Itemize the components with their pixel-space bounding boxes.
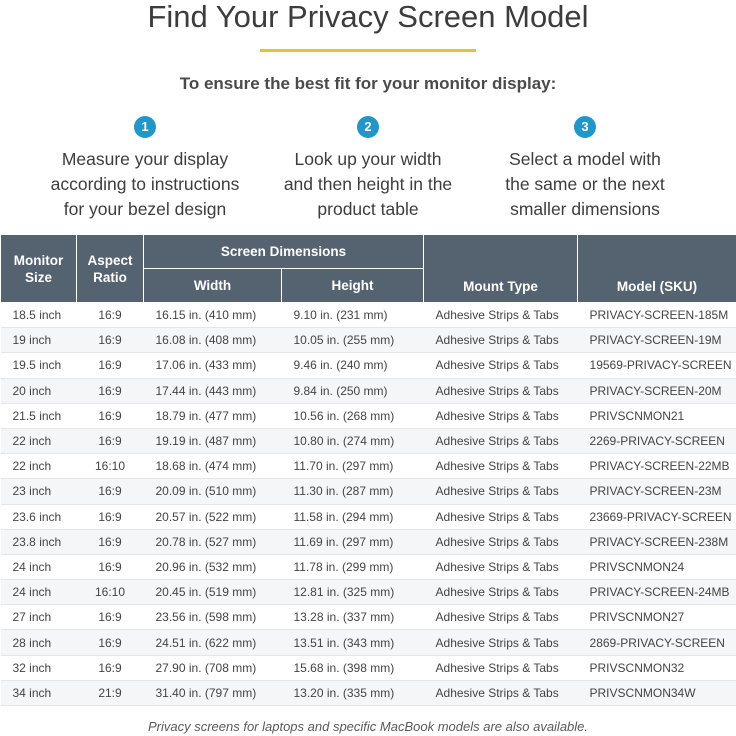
table-row bbox=[1, 479, 736, 504]
cell-mount-type: Adhesive Strips & Tabs bbox=[424, 303, 578, 328]
cell-width: 19.19 in. (487 mm) bbox=[144, 428, 282, 453]
header-width: Width bbox=[144, 269, 282, 303]
cell-monitor-size: 24 inch bbox=[1, 580, 77, 605]
page-title: Find Your Privacy Screen Model bbox=[147, 0, 589, 34]
table-row bbox=[1, 580, 736, 605]
header-monitor-size: Monitor Size bbox=[1, 235, 77, 303]
header-mount-type: Mount Type bbox=[424, 235, 578, 303]
cell-model-sku: PRIVACY-SCREEN-20M bbox=[578, 378, 736, 403]
cell-aspect-ratio: 16:9 bbox=[77, 655, 144, 680]
cell-mount-type: Adhesive Strips & Tabs bbox=[424, 630, 578, 655]
product-table bbox=[0, 234, 736, 706]
cell-model-sku: PRIVACY-SCREEN-24MB bbox=[578, 580, 736, 605]
cell-mount-type: Adhesive Strips & Tabs bbox=[424, 504, 578, 529]
cell-width: 20.57 in. (522 mm) bbox=[144, 504, 282, 529]
cell-mount-type: Adhesive Strips & Tabs bbox=[424, 353, 578, 378]
table-row bbox=[1, 504, 736, 529]
cell-model-sku: PRIVSCNMON21 bbox=[578, 403, 736, 428]
cell-monitor-size: 21.5 inch bbox=[1, 403, 77, 428]
cell-aspect-ratio: 16:9 bbox=[77, 504, 144, 529]
cell-mount-type: Adhesive Strips & Tabs bbox=[424, 655, 578, 680]
step-number-badge: 3 bbox=[574, 116, 596, 138]
cell-width: 16.15 in. (410 mm) bbox=[144, 303, 282, 328]
cell-width: 16.08 in. (408 mm) bbox=[144, 328, 282, 353]
cell-height: 11.69 in. (297 mm) bbox=[282, 529, 424, 554]
cell-width: 27.90 in. (708 mm) bbox=[144, 655, 282, 680]
cell-mount-type: Adhesive Strips & Tabs bbox=[424, 378, 578, 403]
header-height: Height bbox=[282, 269, 424, 303]
cell-height: 10.80 in. (274 mm) bbox=[282, 428, 424, 453]
table-row bbox=[1, 630, 736, 655]
cell-width: 31.40 in. (797 mm) bbox=[144, 680, 282, 705]
cell-model-sku: PRIVSCNMON32 bbox=[578, 655, 736, 680]
cell-width: 20.45 in. (519 mm) bbox=[144, 580, 282, 605]
table-row bbox=[1, 680, 736, 705]
table-body bbox=[1, 303, 736, 706]
step-number-badge: 2 bbox=[357, 116, 379, 138]
cell-aspect-ratio: 16:9 bbox=[77, 353, 144, 378]
step-text: Look up your width and then height in the product table bbox=[283, 149, 453, 219]
cell-height: 9.84 in. (250 mm) bbox=[282, 378, 424, 403]
cell-monitor-size: 22 inch bbox=[1, 428, 77, 453]
cell-model-sku: 2869-PRIVACY-SCREEN bbox=[578, 630, 736, 655]
table-row bbox=[1, 655, 736, 680]
header-model-sku: Model (SKU) bbox=[578, 235, 736, 303]
footnote: Privacy screens for laptops and specific MacBook models are also available. bbox=[147, 719, 589, 734]
cell-monitor-size: 32 inch bbox=[1, 655, 77, 680]
cell-height: 13.28 in. (337 mm) bbox=[282, 605, 424, 630]
cell-height: 12.81 in. (325 mm) bbox=[282, 580, 424, 605]
table-row bbox=[1, 529, 736, 554]
cell-mount-type: Adhesive Strips & Tabs bbox=[424, 403, 578, 428]
title-underline bbox=[260, 49, 476, 52]
cell-model-sku: PRIVSCNMON34W bbox=[578, 680, 736, 705]
cell-aspect-ratio: 16:9 bbox=[77, 479, 144, 504]
cell-monitor-size: 23 inch bbox=[1, 479, 77, 504]
cell-aspect-ratio: 16:9 bbox=[77, 630, 144, 655]
cell-model-sku: 23669-PRIVACY-SCREEN bbox=[578, 504, 736, 529]
cell-mount-type: Adhesive Strips & Tabs bbox=[424, 328, 578, 353]
cell-height: 11.70 in. (297 mm) bbox=[282, 454, 424, 479]
cell-monitor-size: 20 inch bbox=[1, 378, 77, 403]
cell-height: 13.20 in. (335 mm) bbox=[282, 680, 424, 705]
cell-monitor-size: 27 inch bbox=[1, 605, 77, 630]
cell-aspect-ratio: 16:9 bbox=[77, 605, 144, 630]
cell-model-sku: PRIVACY-SCREEN-19M bbox=[578, 328, 736, 353]
cell-aspect-ratio: 16:9 bbox=[77, 554, 144, 579]
cell-monitor-size: 18.5 inch bbox=[1, 303, 77, 328]
cell-monitor-size: 22 inch bbox=[1, 454, 77, 479]
cell-model-sku: PRIVACY-SCREEN-22MB bbox=[578, 454, 736, 479]
cell-aspect-ratio: 16:10 bbox=[77, 454, 144, 479]
cell-monitor-size: 19.5 inch bbox=[1, 353, 77, 378]
cell-mount-type: Adhesive Strips & Tabs bbox=[424, 454, 578, 479]
cell-mount-type: Adhesive Strips & Tabs bbox=[424, 605, 578, 630]
table-row bbox=[1, 403, 736, 428]
cell-mount-type: Adhesive Strips & Tabs bbox=[424, 680, 578, 705]
steps-section bbox=[0, 116, 736, 226]
cell-monitor-size: 23.8 inch bbox=[1, 529, 77, 554]
cell-height: 9.46 in. (240 mm) bbox=[282, 353, 424, 378]
cell-width: 24.51 in. (622 mm) bbox=[144, 630, 282, 655]
step-3 bbox=[465, 116, 705, 222]
cell-height: 11.30 in. (287 mm) bbox=[282, 479, 424, 504]
cell-width: 23.56 in. (598 mm) bbox=[144, 605, 282, 630]
cell-width: 17.06 in. (433 mm) bbox=[144, 353, 282, 378]
cell-mount-type: Adhesive Strips & Tabs bbox=[424, 428, 578, 453]
cell-height: 11.58 in. (294 mm) bbox=[282, 504, 424, 529]
table-row bbox=[1, 353, 736, 378]
cell-model-sku: PRIVSCNMON27 bbox=[578, 605, 736, 630]
table-row bbox=[1, 328, 736, 353]
step-1 bbox=[25, 116, 265, 222]
cell-width: 18.79 in. (477 mm) bbox=[144, 403, 282, 428]
table-row bbox=[1, 303, 736, 328]
cell-aspect-ratio: 16:9 bbox=[77, 428, 144, 453]
step-text: Select a model with the same or the next smaller dimensions bbox=[505, 149, 665, 219]
instructions-heading: To ensure the best fit for your monitor display: bbox=[179, 74, 557, 93]
cell-model-sku: 19569-PRIVACY-SCREEN bbox=[578, 353, 736, 378]
cell-width: 20.78 in. (527 mm) bbox=[144, 529, 282, 554]
header-screen-dimensions: Screen Dimensions bbox=[144, 235, 424, 269]
cell-height: 9.10 in. (231 mm) bbox=[282, 303, 424, 328]
cell-model-sku: PRIVACY-SCREEN-23M bbox=[578, 479, 736, 504]
cell-aspect-ratio: 21:9 bbox=[77, 680, 144, 705]
step-number-badge: 1 bbox=[134, 116, 156, 138]
cell-height: 13.51 in. (343 mm) bbox=[282, 630, 424, 655]
cell-aspect-ratio: 16:9 bbox=[77, 328, 144, 353]
cell-height: 10.05 in. (255 mm) bbox=[282, 328, 424, 353]
cell-model-sku: PRIVACY-SCREEN-185M bbox=[578, 303, 736, 328]
cell-aspect-ratio: 16:10 bbox=[77, 580, 144, 605]
table-row bbox=[1, 454, 736, 479]
cell-mount-type: Adhesive Strips & Tabs bbox=[424, 554, 578, 579]
cell-width: 20.09 in. (510 mm) bbox=[144, 479, 282, 504]
cell-mount-type: Adhesive Strips & Tabs bbox=[424, 529, 578, 554]
cell-monitor-size: 34 inch bbox=[1, 680, 77, 705]
cell-mount-type: Adhesive Strips & Tabs bbox=[424, 580, 578, 605]
header-aspect-ratio: Aspect Ratio bbox=[77, 235, 144, 303]
cell-height: 11.78 in. (299 mm) bbox=[282, 554, 424, 579]
cell-width: 17.44 in. (443 mm) bbox=[144, 378, 282, 403]
cell-height: 15.68 in. (398 mm) bbox=[282, 655, 424, 680]
cell-aspect-ratio: 16:9 bbox=[77, 529, 144, 554]
table-row bbox=[1, 554, 736, 579]
cell-monitor-size: 24 inch bbox=[1, 554, 77, 579]
cell-mount-type: Adhesive Strips & Tabs bbox=[424, 479, 578, 504]
step-text: Measure your display according to instructions for your bezel design bbox=[50, 149, 240, 219]
cell-height: 10.56 in. (268 mm) bbox=[282, 403, 424, 428]
cell-width: 20.96 in. (532 mm) bbox=[144, 554, 282, 579]
cell-width: 18.68 in. (474 mm) bbox=[144, 454, 282, 479]
cell-monitor-size: 23.6 inch bbox=[1, 504, 77, 529]
cell-monitor-size: 28 inch bbox=[1, 630, 77, 655]
cell-model-sku: 2269-PRIVACY-SCREEN bbox=[578, 428, 736, 453]
cell-model-sku: PRIVSCNMON24 bbox=[578, 554, 736, 579]
table-row bbox=[1, 428, 736, 453]
cell-aspect-ratio: 16:9 bbox=[77, 303, 144, 328]
cell-aspect-ratio: 16:9 bbox=[77, 403, 144, 428]
cell-monitor-size: 19 inch bbox=[1, 328, 77, 353]
table-row bbox=[1, 378, 736, 403]
cell-aspect-ratio: 16:9 bbox=[77, 378, 144, 403]
cell-model-sku: PRIVACY-SCREEN-238M bbox=[578, 529, 736, 554]
table-row bbox=[1, 605, 736, 630]
step-2 bbox=[248, 116, 488, 222]
